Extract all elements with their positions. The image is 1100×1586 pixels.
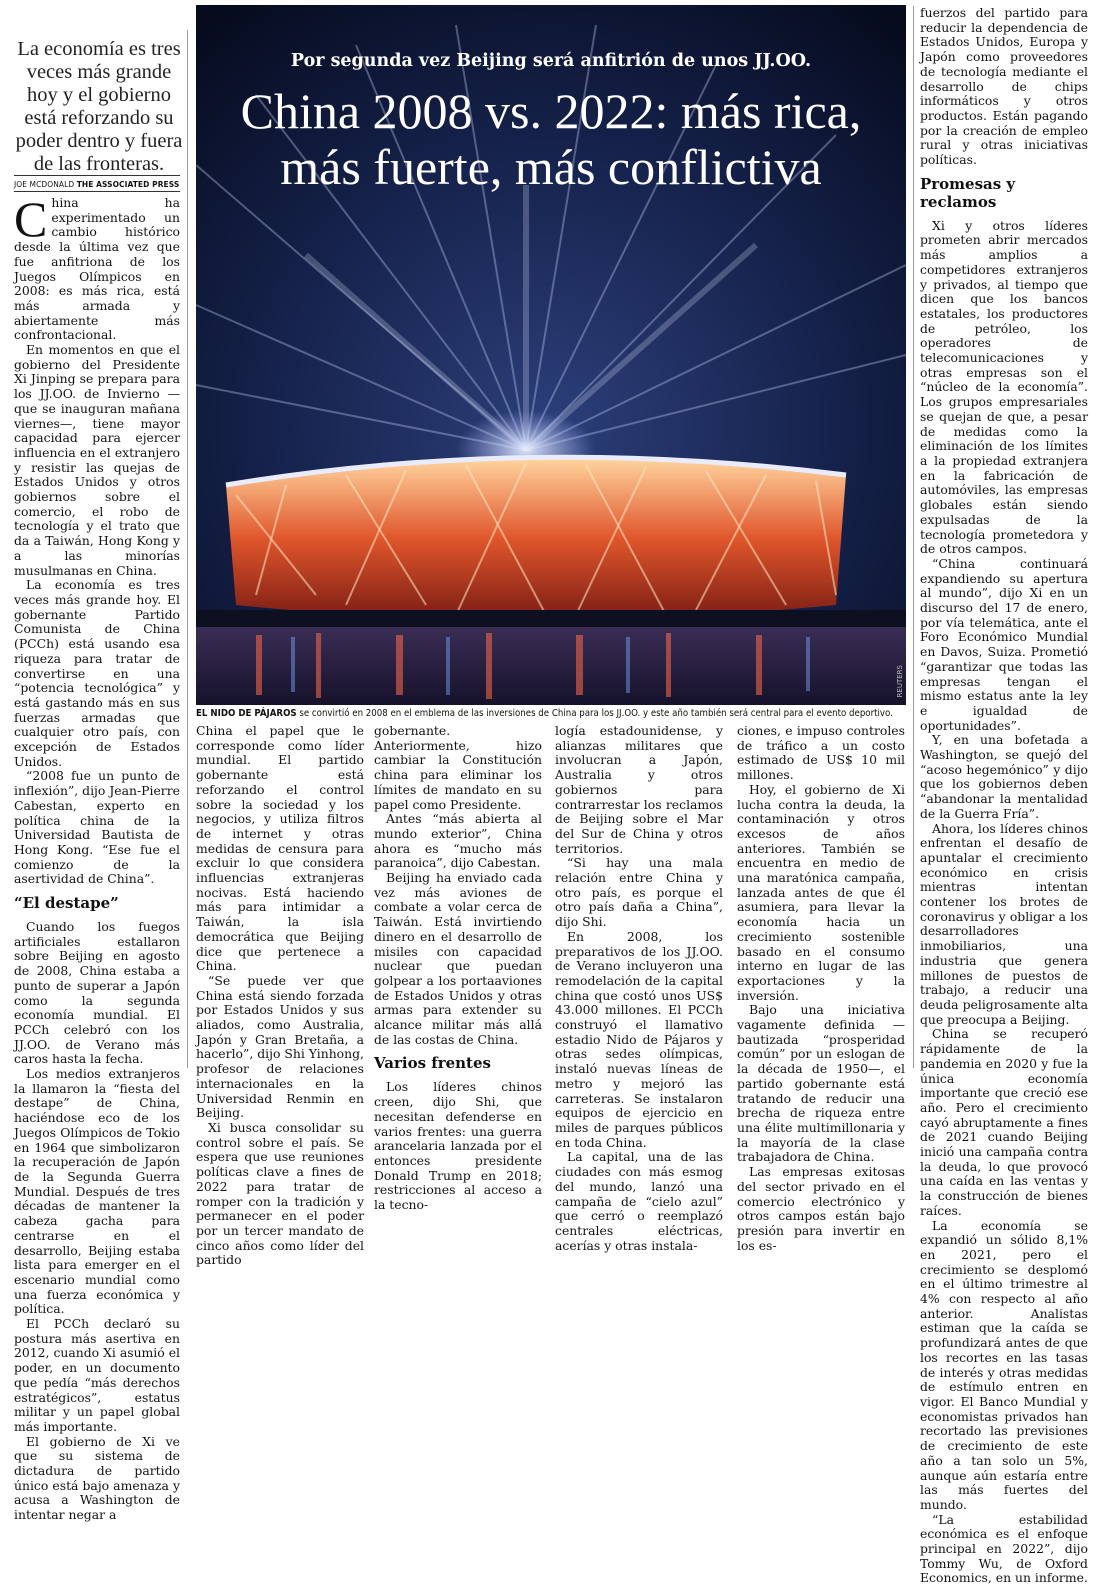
byline [14,175,180,192]
byline-agency: THE ASSOCIATED PRESS [76,179,180,189]
paragraph: “Se puede ver que China está siendo forzada por Estados Unidos y sus aliados, como Australia, Japón y Gran Bretaña, a hacerlo”, dijo Shi Yinhong, profesor de relaciones internacionales en la Universidad Renmin en Beijing. [196,972,364,1121]
column-2 [196,723,364,1268]
hero-photo [196,5,906,705]
paragraph: La economía se expandió un sólido 8,1% en 2021, pero el crecimiento se desplomó en el último trimestre al 4% con respecto al año anterior. Analistas estiman que la caída se profundizará antes de que los recortes en las tasas de interés y otras medidas de estímulo entren en vigor. El Banco Mundial y economistas privados han recortado las previsiones de crecimiento de este año a tan solo un 5%, aunque aún estaría entre las más fuertes del mundo. [920,1217,1088,1512]
subheading-promesas-y-reclamos: Promesas y reclamos [920,174,1016,211]
paragraph: El PCCh declaró su postura más asertiva en 2012, cuando Xi asumió el poder, en un documento que pedía “más derechos estratégicos”, estatus militar y un papel global más importante. [14,1316,180,1434]
paragraph: La economía es tres veces más grande hoy. El gobernante Partido Comunista de China (PCCh) está usando esa riqueza para tratar de convertirse en una “potencia tecnológica” y está gastando más en sus fuerzas armadas que cualquier otro país, con excepción de Estados Unidos. [14,577,180,769]
paragraph: Las empresas exitosas del sector privado en el comercio electrónico y otros campos están bajo presión para invertir en los es- [737,1164,905,1253]
paragraph: “Si hay una mala relación entre China y otro país, es porque el otro país daña a China”, dijo Shi. [555,855,723,930]
caption-text: se convirtió en 2008 en el emblema de las inversiones de China para los JJ.OO. y este año también será central para el evento deportivo. [296,708,893,719]
subheading-varios-frentes: Varios frentes [374,1054,491,1073]
paragraph: Ahora, los líderes chinos enfrentan el desafío de apuntalar el crecimiento económico en crisis mientras intentan contener los brotes de coronavirus y obligar a los desarrolladores inmobiliarios, una industria que genera millones de puestos de trabajo, a reducir una deuda peligrosamente alta que preocupa a Beijing. [920,820,1088,1027]
paragraph: gobernante. Anteriormente, hizo cambiar la Constitución china para eliminar los límites de mandato en su papel como Presidente. [374,723,542,812]
paragraph: Los medios extranjeros la llamaron la “fiesta del destape” de China, haciéndose eco de los Juegos Olímpicos de Tokio en 1964 que simbolizaron la recuperación de Japón de la Segunda Guerra Mundial. Después de tres décadas de mantener la cabeza gacha para centrarse en el desarrollo, Beijing estaba lista para emerger en el escenario mundial como una fuerza económica y política. [14,1066,180,1317]
paragraph: fuerzos del partido para reducir la dependencia de Estados Unidos, Europa y Japón como proveedores de tecnología mediante el desarrollo de chips informáticos y otros productos. Están pagando por la creación de empleo rural y otras iniciativas políticas. [920,5,1088,168]
paragraph: logía estadounidense, y alianzas militares que involucran a Japón, Australia y otros gobiernos para contrarrestar los reclamos de Beijing sobre el Mar del Sur de China y otros territorios. [555,723,723,856]
paragraph: Antes “más abierta al mundo exterior”, China ahora es “mucho más paranoica”, dijo Cabestan. [374,811,542,871]
column-4 [555,723,723,1253]
paragraph: “2008 fue un punto de inflexión”, dijo Jean-Pierre Cabestan, experto en política china de la Universidad Bautista de Hong Kong. “Ese fue el comienzo de la asertividad de China”. [14,768,180,887]
paragraph: Xi busca consolidar su control sobre el país. Se espera que use reuniones políticas clave a fines de 2022 para tratar de romper con la tradición y permanecer en el poder por un tercer mandato de cinco años como líder del partido [196,1119,364,1268]
column-1 [14,191,180,1523]
subheading-el-destape: “El destape” [14,894,119,913]
headline-kicker: Por segunda vez Beijing será anfitrión de unos JJ.OO. [290,51,812,71]
photo-credit: REUTERS [896,665,904,698]
paragraph: “La estabilidad económica es el enfoque principal en 2022”, dijo Tommy Wu, de Oxford Economics, en un informe. [920,1511,1088,1586]
column-5 [737,723,905,1253]
caption-lead: EL NIDO DE PÁJAROS [196,708,297,719]
paragraph: En 2008, los preparativos de los JJ.OO. de Verano incluyeron una remodelación de la capital china que costó unos US$ 43.000 millones. El PCCh construyó el llamativo estadio Nido de Pájaros y otras sedes olímpicas, instaló nuevas líneas de metro y mejoró las carreteras. Se instalaron equipos de ejercicio en miles de parques públicos en toda China. [555,928,723,1150]
column-3 [374,723,542,1213]
paragraph: Xi y otros líderes prometen abrir mercados más amplios a competidores extranjeros y privados, al tiempo que dicen que los bancos estatales, los productores de petróleo, los operadores de telecomunicaciones y otras empresas son el “núcleo de la economía”. Los grupos empresariales se quejan de que, a pesar de medidas como la eliminación de los límites a la propiedad extranjera en la fabricación de automóviles, las empresas globales están siendo expulsadas de la tecnología prometedora y de otros campos. [920,217,1088,557]
column-rule [913,6,914,1068]
paragraph: Los líderes chinos creen, dijo Shi, que necesitan defenderse en varios frentes: una guerra arancelaria lanzada por el entonces presidente Donald Trump en 2018; restricciones al acceso a la tecno- [374,1079,542,1213]
paragraph: En momentos en que el gobierno del Presidente Xi Jinping se prepara para los JJ.OO. de Invierno —que se inauguran mañana viernes—, tiene mayor capacidad para ejercer influencia en el extranjero y resistir las quejas de Estados Unidos y otros gobiernos sobre el comercio, el robo de tecnología y el trato que da a Taiwán, Hong Kong y a las minorías musulmanas en China. [14,342,180,578]
paragraph: China el papel que le corresponde como líder mundial. El partido gobernante está reforzando el control sobre la sociedad y los negocios, y utiliza filtros de internet y otras medidas de censura para excluir lo que considera influencias extranjeras nocivas. Está haciendo más para intimidar a Taiwán, la isla democrática que Beijing dice que pertenece a China. [196,723,364,974]
byline-author: JOE MCDONALD [14,179,75,189]
paragraph: Cuando los fuegos artificiales estallaron sobre Beijing en agosto de 2008, China estaba a punto de superar a Japón como la segunda economía mundial. El PCCh celebró con los JJ.OO. de Verano más caros hasta la fecha. [14,919,180,1067]
column-rule [187,30,188,1068]
drop-cap: C [14,191,48,247]
paragraph: “China continuará expandiendo su apertura al mundo”, dijo Xi en un discurso del 17 de enero, por vía telemática, ante el Foro Económico Mundial en Davos, Suiza. Prometió “garantizar que todas las empresas tengan el mismo estatus ante la ley e igualdad de oportunidades”. [920,555,1088,733]
paragraph: China ha experimentado un cambio histórico desde la última vez que fue anfitriona de los Juegos Olímpicos en 2008: es más rica, está más armada y abiertamente más confrontacional. [14,191,180,343]
article-deck: La economía es tres veces más grande hoy y el gobierno está reforzando su poder dentro y fuera de las fronteras. [15,38,183,175]
paragraph: Beijing ha enviado cada vez más aviones de combate a volar cerca de Taiwán. Está invirtiendo dinero en el desarrollo de misiles con capacidad nuclear que puedan golpear a los portaaviones de Estados Unidos y otras armas para extender su alcance militar más allá de las costas de China. [374,870,542,1047]
paragraph: China se recuperó rápidamente de la pandemia en 2020 y fue la única economía importante que creció ese año. Pero el crecimiento cayó abruptamente a fines de 2021 cuando Beijing inició una campaña contra la deuda, lo que provocó una caída en las ventas y la construcción de bienes raíces. [920,1026,1088,1218]
paragraph: ciones, e impuso controles de tráfico a un costo estimado de US$ 10 mil millones. [737,723,905,783]
headline: China 2008 vs. 2022: más rica, más fuerte, más conflictiva [240,83,862,195]
paragraph: Bajo una iniciativa vagamente definida —bautizada “prosperidad común” por un eslogan de la década de 1950—, el partido gobernante está tratando de reducir una brecha de riqueza entre una élite multimillonaria y la mayoría de la clase trabajadora de China. [737,1002,905,1165]
paragraph: La capital, una de las ciudades con más esmog del mundo, lanzó una campaña de “cielo azul” que cerró o reemplazó centrales eléctricas, acerías y otras instala- [555,1149,723,1253]
column-6 [920,5,1088,1586]
paragraph: Y, en una bofetada a Washington, se quejó del “acoso hegemónico” y dijo que los gobiernos deben “abandonar la mentalidad de la Guerra Fría”. [920,732,1088,821]
paragraph: El gobierno de Xi ve que su sistema de dictadura de partido único está bajo amenaza y acusa a Washington de intentar negar a [14,1433,180,1523]
paragraph: Hoy, el gobierno de Xi lucha contra la deuda, la contaminación y otros excesos de años anteriores. También se encuentra en medio de una maratónica campaña, lanzada antes de que él asumiera, para llevar la economía hacia un crecimiento sostenible basado en el consumo interno en lugar de las exportaciones y la inversión. [737,781,905,1003]
photo-caption [196,708,906,720]
